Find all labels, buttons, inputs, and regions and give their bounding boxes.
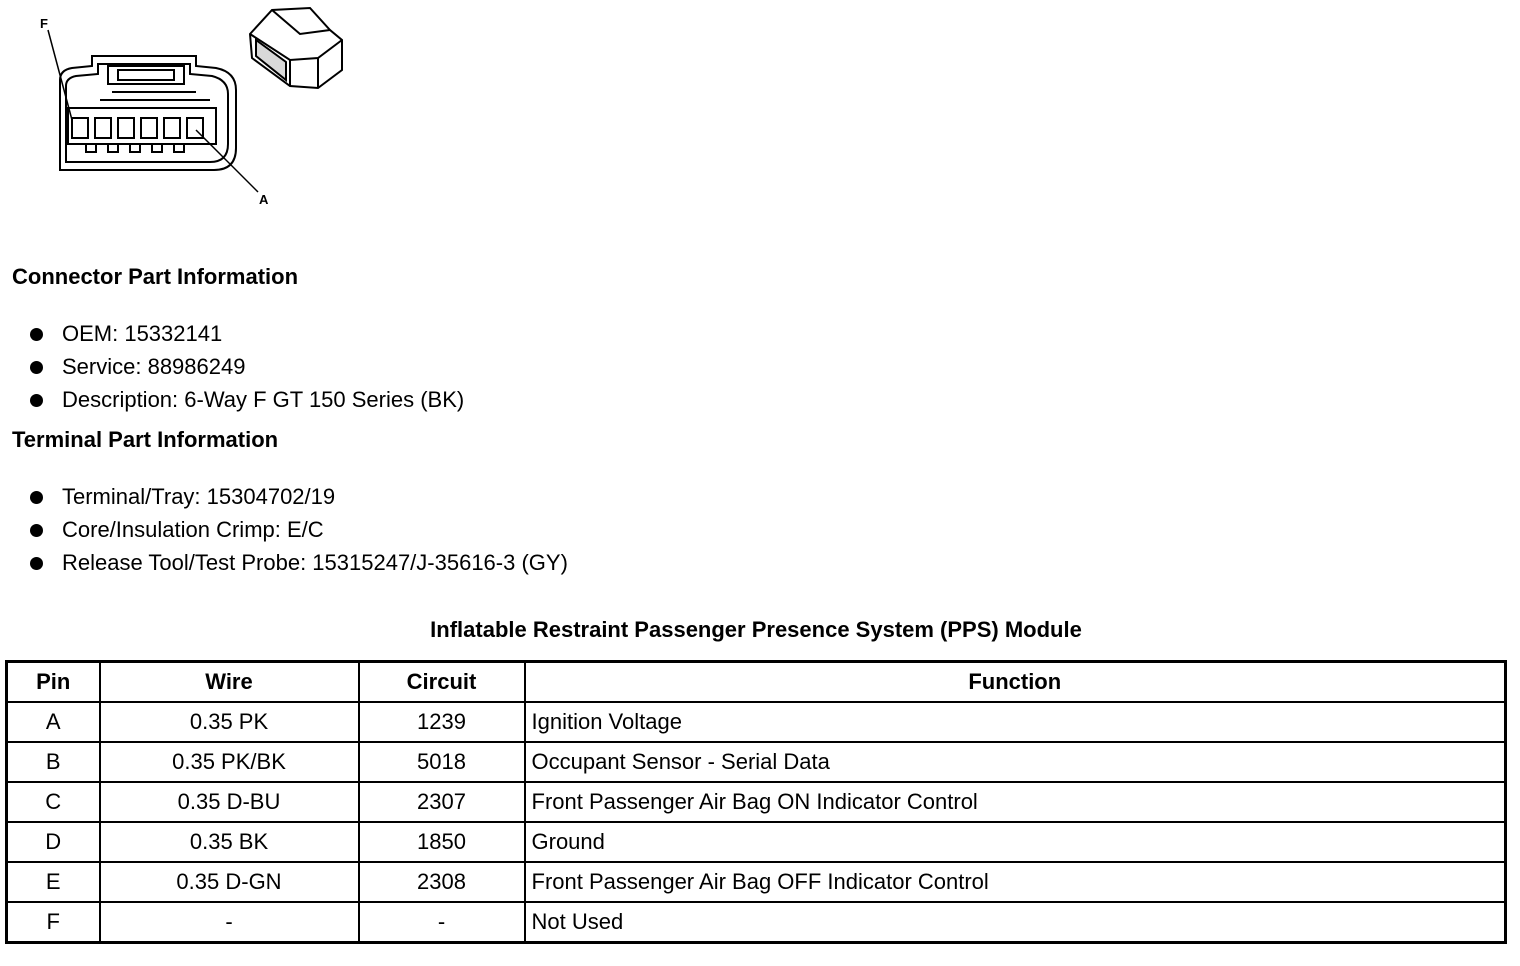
service-number: Service: 88986249	[62, 354, 246, 379]
cell-pin: B	[7, 742, 100, 782]
table-row	[7, 902, 1506, 943]
bullet-icon	[30, 524, 43, 537]
pin-f-label: F	[40, 16, 48, 31]
connector-diagram	[0, 0, 360, 215]
core-insulation-crimp: Core/Insulation Crimp: E/C	[62, 517, 324, 542]
list-item	[30, 546, 568, 579]
cell-function: Occupant Sensor - Serial Data	[525, 742, 1506, 782]
list-item	[30, 480, 568, 513]
cell-function: Ground	[525, 822, 1506, 862]
connector-part-info-title: Connector Part Information	[12, 264, 299, 289]
connector-part-info-list	[30, 317, 464, 416]
cell-circuit: 2308	[359, 862, 525, 902]
list-item	[30, 350, 464, 383]
table-row	[7, 782, 1506, 822]
cell-wire: 0.35 D-GN	[100, 862, 359, 902]
cell-pin: C	[7, 782, 100, 822]
header-circuit: Circuit	[359, 662, 525, 703]
bullet-icon	[30, 491, 43, 504]
bullet-icon	[30, 557, 43, 570]
cell-wire: 0.35 PK/BK	[100, 742, 359, 782]
table-row	[7, 742, 1506, 782]
cell-circuit: 1239	[359, 702, 525, 742]
table-row	[7, 862, 1506, 902]
table-row	[7, 702, 1506, 742]
header-wire: Wire	[100, 662, 359, 703]
cell-pin: F	[7, 902, 100, 943]
bullet-icon	[30, 394, 43, 407]
cell-wire: -	[100, 902, 359, 943]
list-item	[30, 513, 568, 546]
header-function: Function	[525, 662, 1506, 703]
connector-description: Description: 6-Way F GT 150 Series (BK)	[62, 387, 465, 412]
cell-function: Not Used	[525, 902, 1506, 943]
cell-wire: 0.35 BK	[100, 822, 359, 862]
cell-function: Front Passenger Air Bag ON Indicator Control	[525, 782, 1506, 822]
cell-function: Ignition Voltage	[525, 702, 1506, 742]
oem-number: OEM: 15332141	[62, 321, 223, 346]
terminal-part-info-title: Terminal Part Information	[12, 427, 279, 452]
release-tool-test-probe: Release Tool/Test Probe: 15315247/J-35616-3 (GY)	[62, 550, 568, 575]
cell-circuit: -	[359, 902, 525, 943]
list-item	[30, 383, 464, 416]
cell-pin: D	[7, 822, 100, 862]
cell-circuit: 1850	[359, 822, 525, 862]
cell-wire: 0.35 D-BU	[100, 782, 359, 822]
table-header-row	[7, 662, 1506, 703]
table-row	[7, 822, 1506, 862]
cell-circuit: 5018	[359, 742, 525, 782]
list-item	[30, 317, 464, 350]
pinout-table	[5, 660, 1507, 944]
cell-circuit: 2307	[359, 782, 525, 822]
terminal-part-info-list	[30, 480, 568, 579]
bullet-icon	[30, 361, 43, 374]
pin-a-label: A	[259, 192, 269, 207]
header-pin: Pin	[7, 662, 100, 703]
connector-face-drawing	[0, 0, 360, 215]
bullet-icon	[30, 328, 43, 341]
table-title: Inflatable Restraint Passenger Presence System (PPS) Module	[430, 617, 1082, 642]
terminal-tray: Terminal/Tray: 15304702/19	[62, 484, 336, 509]
cell-wire: 0.35 PK	[100, 702, 359, 742]
cell-pin: A	[7, 702, 100, 742]
connector-3d-view	[250, 8, 342, 88]
cell-function: Front Passenger Air Bag OFF Indicator Control	[525, 862, 1506, 902]
cell-pin: E	[7, 862, 100, 902]
